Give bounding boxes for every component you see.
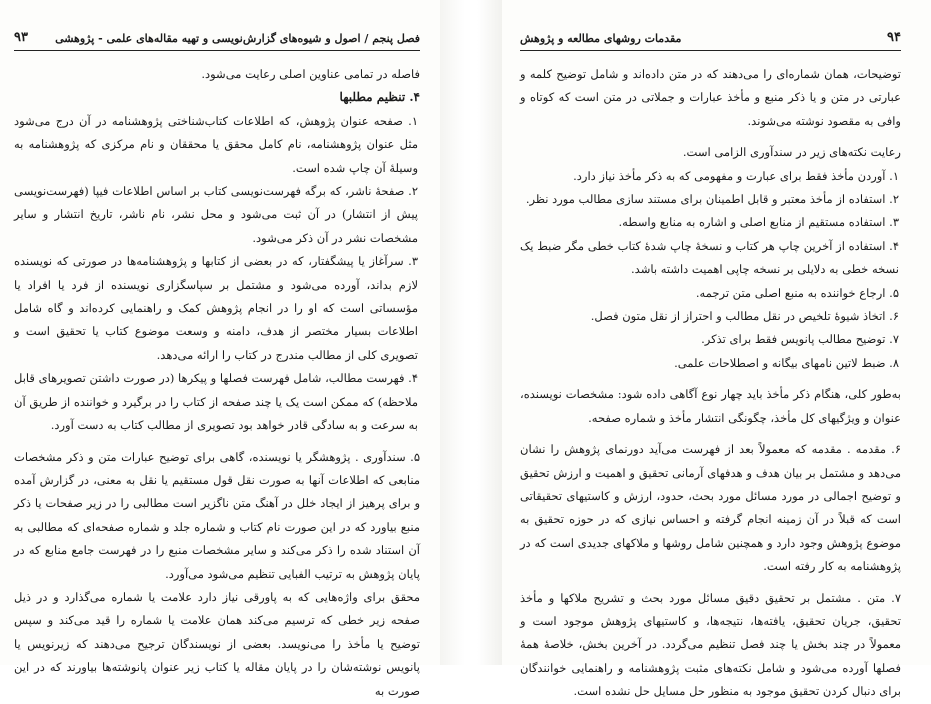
left-page-body	[14, 63, 420, 703]
right-running-head: مقدمات روشهای مطالعه و پژوهش	[520, 32, 682, 45]
right-page	[502, 0, 931, 699]
paragraph: توضیحات، همان شماره‌ای را می‌دهند که در متن داده‌اند و شامل توضیح کلمه و عبارتی در متن و یا ذکر منبع و مأخذ عبارات و جملاتی در متن است که کوتاه و وافی به مقصود نوشته می‌شوند.	[520, 67, 901, 128]
right-page-number: ۹۴	[887, 30, 901, 45]
list-item: ۱. آوردن مأخذ فقط برای عبارت و مفهومی که به ذکر مأخذ نیاز دارد.	[573, 168, 899, 183]
list-item: ۲. استفاده از مأخذ معتبر و قابل اطمینان برای مستند سازی مطالب مورد نظر.	[525, 192, 899, 207]
paragraph: محقق برای واژه‌هایی که به پاورقی نیاز دارد علامت یا شماره می‌گذارد و در ذیل صفحه زیر خطی که ترسیم می‌کند همان علامت یا شماره را قید می‌کند و سپس توضیح یا مأخذ را می‌نویسد. بعضی از نویسندگان ترجیح می‌دهند که زیرنویس یا پانویس نوشته‌شان را در پایان مقاله یا کتاب زیر عنوان پانوشته‌ها بیاورند که در این صورت به	[14, 589, 420, 698]
paragraph: به‌طور کلی، هنگام ذکر مأخذ باید چهار نوع آگاهی داده شود: مشخصات نویسنده، عنوان و ویژگیهای کل مأخذ، چگونگی انتشار مأخذ و شماره صفحه.	[520, 387, 901, 425]
paragraph: رعایت نکته‌های زیر در سندآوری الزامی است.	[682, 145, 901, 160]
section-heading: ۴. تنظیم مطلبها	[339, 90, 420, 105]
list-item: ۵. ارجاع خواننده به منبع اصلی متن ترجمه.	[695, 285, 899, 300]
list-item: ۶. اتخاذ شیوهٔ تلخیص در نقل مطالب و احتراز از نقل متون فصل.	[590, 309, 899, 324]
paragraph: ۵. سندآوری . پژوهشگر یا نویسنده، گاهی برای توضیح عبارات متن و ذکر مشخصات منابعی که اطلاعات آنها به صورت نقل قول مستقیم یا نقل به معنی، در گزارش آمده و برای پرهیز از ایجاد خلل در آهنگ متن ناگزیر است مطالبی را در زیر صفحات یا ذکر منبع بیاورد که در این صورت نام کتاب و شماره جلد و شماره صفحه‌ای که مطالبی به آن استناد شده را ذکر می‌کند و سایر مشخصات منبع را در فهرست جامع منابع که در پایان پژوهش به ترتیب الفبایی تنظیم می‌شود می‌آورد.	[14, 449, 420, 581]
list-item: ۴. استفاده از آخرین چاپ هر کتاب و نسخهٔ چاپ شدهٔ کتاب خطی مگر ضبط یک نسخه خطی به دلایلی بر نسخه چاپی اهمیت داشته باشد.	[520, 238, 899, 277]
left-page-number: ۹۳	[14, 30, 28, 45]
paragraph: فاصله در تمامی عناوین اصلی رعایت می‌شود.	[201, 67, 420, 81]
list-item: ۸. ضبط لاتین نامهای بیگانه و اصطلاحات علمی.	[674, 355, 899, 370]
list-item: ۲. صفحهٔ ناشر، که برگه فهرست‌نویسی کتاب بر اساس اطلاعات فیپا (فهرست‌نویسی پیش از انتشار) در آن ثبت می‌شود و محل نشر، نام ناشر، تاریخ انتشار و سایر مشخصات نشر در آن ذکر می‌شود.	[14, 184, 418, 245]
paragraph: ۷. متن . مشتمل بر تحقیق دقیق مسائل مورد بحث و تشریح ملاکها و مأخذ تحقیق، جریان تحقیق، یافته‌ها، نتیجه‌ها، و کاستیهای پژوهش موجود است و معمولاً در چند بخش یا چند فصل تنظیم می‌گردد. در آخرین بخش، خلاصهٔ همهٔ فصلها آورده می‌شود و شامل نکته‌های مثبت پژوهشنامه و راهنمایی خوانندگان برای دنبال کردن تحقیق موجود به منظور حل مسایل حل نشده است.	[520, 590, 901, 699]
left-running-head: فصل پنجم / اصول و شیوه‌های گزارش‌نویسی و تهیه مقاله‌های علمی - پژوهشی	[55, 32, 420, 45]
list-item: ۱. صفحه عنوان پژوهش، که اطلاعات کتاب‌شناختی پژوهشنامه در آن درج می‌شود مثل عنوان پژوهشنامه، نام کامل محقق یا محققان و نام مرکزی که پژوهشنامه به وسیلهٔ آن چاپ شده است.	[14, 113, 418, 175]
book-gutter	[440, 0, 502, 665]
paragraph: ۶. مقدمه . مقدمه که معمولاً بعد از فهرست می‌آید دورنمای پژوهش را نشان می‌دهد و مشتمل بر بیان هدف و هدفهای آرمانی تحقیق و اهمیت و ارزش تحقیق و توضیح اجمالی در مورد مسائل مورد بحث، حدود، ارزش و کاستیهای تحقیقاتی است که قبلاً در آن زمینه انجام گرفته و احساس نیازی که در حوزه تحقیق به موضوع پژوهش وجود دارد و همچنین شامل روشها و ملاکهای جدیدی است که در پژوهشنامه به کار رفته است.	[520, 442, 901, 574]
left-page-header	[14, 26, 420, 51]
list-item: ۳. سرآغاز یا پیشگفتار، که در بعضی از کتابها و پژوهشنامه‌ها در صورتی که نویسنده لازم بداند، آورده می‌شود و مشتمل بر سپاسگزاری نویسنده از فرد یا افراد یا مؤسساتی است که او را در انجام پژوهش کمک و راهنمایی کرده‌اند و گاه شامل اطلاعات بسیار مختصر از هدف، دامنه و وسعت موضوع کتاب یا تحقیق است و تصویری کلی از مطالب مندرج در کتاب را ارائه می‌دهد.	[14, 254, 418, 362]
left-page	[0, 0, 440, 698]
list-item: ۴. فهرست مطالب، شامل فهرست فصلها و پیکرها (در صورت داشتن تصویرهای قابل ملاحظه) که ممکن است یک یا چند صفحه از کتاب را در برگیرد و خواننده از طریق آن به سرعت و به سادگی قادر خواهد بود تصویری از مطالب کتاب به دست آورد.	[14, 371, 418, 433]
right-page-body	[520, 63, 901, 704]
list-item: ۳. استفاده مستقیم از منابع اصلی و اشاره به منابع واسطه.	[618, 215, 899, 230]
list-item: ۷. توضیح مطالب پانویس فقط برای تذکر.	[701, 332, 899, 347]
right-page-header	[520, 26, 901, 51]
